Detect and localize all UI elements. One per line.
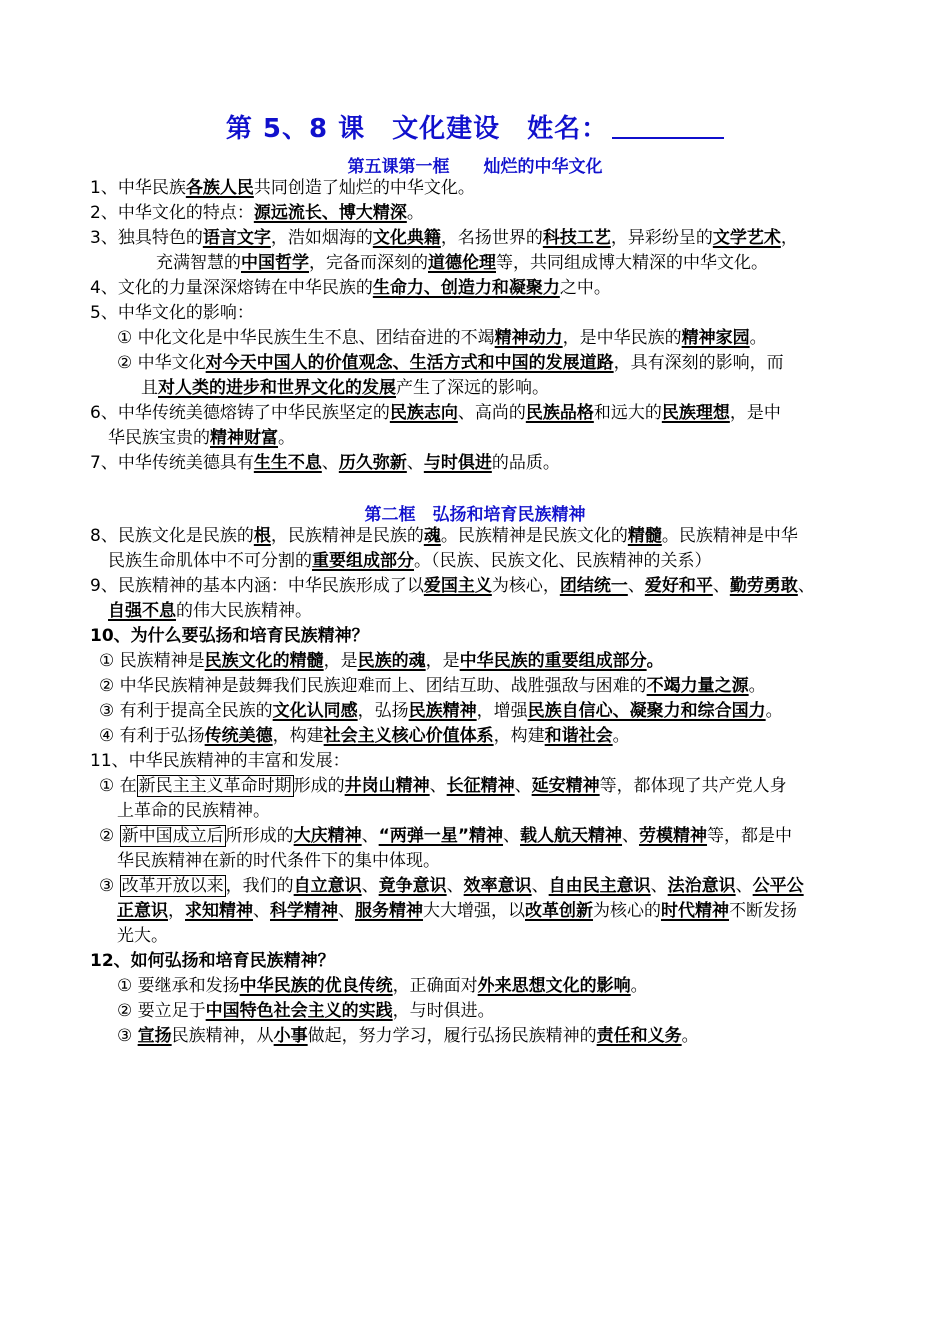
text-segment: 2、中华文化的特点： bbox=[90, 203, 254, 223]
text-segment: 华民族宝贵的 bbox=[108, 428, 210, 448]
key-term: 公平公 bbox=[752, 876, 804, 896]
text-segment: 、 bbox=[627, 576, 645, 596]
text-line bbox=[117, 924, 168, 948]
key-term: 精神动力 bbox=[494, 328, 563, 348]
text-segment: 12、如何弘扬和培育民族精神？ bbox=[90, 951, 335, 971]
key-term: 自强不息 bbox=[108, 601, 176, 621]
key-term: 历久弥新 bbox=[338, 453, 407, 473]
text-line bbox=[117, 799, 270, 823]
text-segment: 、 bbox=[514, 776, 532, 796]
key-term: 时代精神 bbox=[661, 901, 729, 921]
text-line bbox=[90, 226, 798, 250]
key-term: 中国哲学 bbox=[241, 253, 309, 273]
text-segment: 为核心的 bbox=[593, 901, 661, 921]
key-term: 效率意识 bbox=[463, 876, 532, 896]
text-segment: 。 bbox=[278, 428, 295, 448]
text-segment: 、 bbox=[361, 826, 379, 846]
text-segment: 、 bbox=[321, 453, 339, 473]
text-segment: 形成的 bbox=[293, 776, 345, 796]
text-segment: 3、独具特色的 bbox=[90, 228, 203, 248]
text-segment: 、 bbox=[446, 876, 464, 896]
text-segment: 。 bbox=[748, 676, 766, 696]
text-segment: 华民族精神在新的时代条件下的集中体现。 bbox=[117, 851, 440, 871]
text-segment: ，是 bbox=[425, 651, 460, 671]
key-term: 对今天中国人的价值观念、生活方式和中国的发展道路 bbox=[205, 353, 614, 373]
text-segment: 充满智慧的 bbox=[156, 253, 241, 273]
text-segment: 产生了深远的影响。 bbox=[396, 378, 549, 398]
text-segment: ，正确面对 bbox=[392, 976, 478, 996]
text-segment: 。 bbox=[646, 651, 664, 671]
key-term: 传统美德 bbox=[204, 726, 273, 746]
section-heading-1: 第五课第一框 灿烂的中华文化 bbox=[347, 157, 603, 177]
text-line bbox=[99, 649, 664, 673]
text-segment: ，异彩纷呈的 bbox=[610, 228, 713, 248]
text-line bbox=[117, 351, 784, 375]
key-term: 道德伦理 bbox=[428, 253, 496, 273]
text-segment: 、 bbox=[429, 776, 447, 796]
key-term: 自立意识 bbox=[293, 876, 362, 896]
text-segment: 等，都体现了共产党人身 bbox=[599, 776, 787, 796]
text-segment: ，构建 bbox=[493, 726, 545, 746]
text-line bbox=[117, 974, 648, 998]
key-term: 文学艺术 bbox=[712, 228, 781, 248]
key-term: 大庆精神 bbox=[293, 826, 362, 846]
text-segment: 、 bbox=[622, 826, 640, 846]
text-line bbox=[117, 999, 495, 1023]
key-term: 延安精神 bbox=[531, 776, 600, 796]
text-segment: ，民族精神是民族的 bbox=[270, 526, 424, 546]
text-segment: 等，共同组成博大精深的中华文化。 bbox=[496, 253, 768, 273]
text-segment: ② 要立足于 bbox=[117, 1001, 206, 1021]
text-segment: ① 民族精神是 bbox=[99, 651, 205, 671]
name-blank bbox=[612, 113, 724, 139]
key-term: 爱好和平 bbox=[644, 576, 713, 596]
text-line bbox=[99, 874, 804, 898]
text-segment: 之中。 bbox=[559, 278, 611, 298]
text-segment: 和远大的 bbox=[593, 403, 662, 423]
key-term: 精髓 bbox=[627, 526, 662, 546]
key-term: 民族志向 bbox=[389, 403, 458, 423]
key-term: 服务精神 bbox=[355, 901, 423, 921]
text-line bbox=[117, 326, 767, 350]
key-term: 语言文字 bbox=[202, 228, 271, 248]
text-segment: 、 bbox=[531, 876, 549, 896]
key-term: 求知精神 bbox=[185, 901, 253, 921]
key-term: 民族自信心、凝聚力和综合国力 bbox=[527, 701, 766, 721]
text-segment: 、 bbox=[797, 576, 815, 596]
text-segment: 11、中华民族精神的丰富和发展： bbox=[90, 751, 350, 771]
text-segment: ③ bbox=[117, 1026, 138, 1046]
text-line bbox=[90, 401, 781, 425]
key-term: 改革创新 bbox=[525, 901, 593, 921]
text-segment: 、 bbox=[406, 453, 424, 473]
key-term: 生命力、创造力和凝聚力 bbox=[372, 278, 560, 298]
boxed-term: 新中国成立后 bbox=[121, 826, 224, 846]
key-term: 社会主义核心价值体系 bbox=[323, 726, 494, 746]
text-line bbox=[90, 624, 369, 648]
text-line bbox=[156, 251, 768, 275]
text-line bbox=[99, 699, 783, 723]
text-segment: ④ 有利于弘扬 bbox=[99, 726, 205, 746]
boxed-term: 新民主主义革命时期 bbox=[138, 776, 292, 796]
text-segment: 。 bbox=[749, 328, 767, 348]
key-term: 民族的魂 bbox=[357, 651, 426, 671]
text-line bbox=[90, 451, 560, 475]
text-segment: 9、民族精神的基本内涵：中华民族形成了以 bbox=[90, 576, 424, 596]
text-segment: 且 bbox=[141, 378, 158, 398]
key-term: 民族文化的精髓 bbox=[204, 651, 324, 671]
text-segment: 等，都是中 bbox=[707, 826, 793, 846]
text-segment: 、 bbox=[338, 901, 355, 921]
text-segment: 6、中华传统美德熔铸了中华民族坚定的 bbox=[90, 403, 390, 423]
page-title bbox=[0, 108, 950, 145]
key-term: 中国特色社会主义的实践 bbox=[205, 1001, 393, 1021]
text-line bbox=[90, 749, 350, 773]
text-segment: ③ 有利于提高全民族的 bbox=[99, 701, 273, 721]
key-term: 小事 bbox=[273, 1026, 308, 1046]
text-segment: 。（民族、民族文化、民族精神的关系） bbox=[414, 551, 712, 571]
text-segment: 1、中华民族 bbox=[90, 178, 186, 198]
text-segment: 、 bbox=[361, 876, 379, 896]
text-segment: 、高尚的 bbox=[457, 403, 526, 423]
text-segment: ，我们的 bbox=[225, 876, 294, 896]
text-line bbox=[90, 949, 335, 973]
text-segment: 。 bbox=[612, 726, 630, 746]
key-term: 生生不息 bbox=[253, 453, 322, 473]
text-segment: 。民族精神是中华 bbox=[661, 526, 798, 546]
text-segment: 、 bbox=[735, 876, 753, 896]
text-segment: ① 中化文化是中华民族生生不息、团结奋进的不竭 bbox=[117, 328, 495, 348]
key-term: 与时俱进 bbox=[423, 453, 492, 473]
text-segment: ， bbox=[168, 901, 185, 921]
text-segment: 上革命的民族精神。 bbox=[117, 801, 270, 821]
key-term: 不竭力量之源 bbox=[646, 676, 749, 696]
text-segment: 。民族精神是民族文化的 bbox=[440, 526, 628, 546]
text-segment: ，具有深刻的影响，而 bbox=[613, 353, 784, 373]
text-segment: ② bbox=[99, 826, 120, 846]
key-term: 外来思想文化的影响 bbox=[477, 976, 631, 996]
key-term: 勤劳勇敢 bbox=[729, 576, 798, 596]
text-segment: 的伟大民族精神。 bbox=[176, 601, 312, 621]
text-line bbox=[90, 524, 798, 548]
text-line bbox=[117, 849, 440, 873]
text-segment: ，是 bbox=[323, 651, 358, 671]
key-term: 源远流长、博大精深 bbox=[253, 203, 407, 223]
key-term: 各族人民 bbox=[185, 178, 254, 198]
text-line bbox=[90, 176, 475, 200]
key-term: 宣扬 bbox=[137, 1026, 172, 1046]
key-term: 劳模精神 bbox=[639, 826, 708, 846]
section-heading-2: 第二框 弘扬和培育民族精神 bbox=[364, 505, 586, 525]
text-segment: ，弘扬 bbox=[357, 701, 409, 721]
key-term: 对人类的进步和世界文化的发展 bbox=[158, 378, 396, 398]
text-segment: 共同创造了灿烂的中华文化。 bbox=[253, 178, 475, 198]
text-segment: 所形成的 bbox=[225, 826, 294, 846]
text-line bbox=[99, 824, 792, 848]
text-segment: ，与时俱进。 bbox=[392, 1001, 495, 1021]
key-term: 文化认同感 bbox=[272, 701, 358, 721]
text-segment: 做起，努力学习，履行弘扬民族精神的 bbox=[307, 1026, 597, 1046]
text-segment: 。 bbox=[765, 701, 783, 721]
key-term: 载人航天精神 bbox=[520, 826, 623, 846]
text-segment: 7、中华传统美德具有 bbox=[90, 453, 254, 473]
text-segment: ，增强 bbox=[476, 701, 528, 721]
text-segment: 民族精神，从 bbox=[171, 1026, 274, 1046]
text-segment: ② 中华民族精神是鼓舞我们民族迎难而上、团结互助、战胜强敌与困难的 bbox=[99, 676, 647, 696]
key-term: 竟争意识 bbox=[378, 876, 447, 896]
text-segment: 。 bbox=[681, 1026, 699, 1046]
text-line bbox=[108, 549, 712, 573]
text-segment: 、 bbox=[253, 901, 270, 921]
key-term: 民族品格 bbox=[525, 403, 594, 423]
text-segment: 5、中华文化的影响： bbox=[90, 303, 254, 323]
key-term: 正意识 bbox=[117, 901, 168, 921]
text-segment: 。 bbox=[406, 203, 424, 223]
text-line bbox=[99, 674, 766, 698]
text-segment: ，是中 bbox=[729, 403, 781, 423]
key-term: 中华民族的重要组成部分 bbox=[459, 651, 647, 671]
text-segment: 、 bbox=[650, 876, 668, 896]
text-segment: 、 bbox=[712, 576, 730, 596]
text-segment: 。 bbox=[630, 976, 648, 996]
text-line bbox=[90, 276, 611, 300]
text-segment: ① 要继承和发扬 bbox=[117, 976, 240, 996]
key-term: 民族精神 bbox=[408, 701, 477, 721]
text-segment: ，是中华民族的 bbox=[562, 328, 682, 348]
text-segment: ② 中华文化 bbox=[117, 353, 206, 373]
key-term: 魂 bbox=[423, 526, 441, 546]
key-term: 精神财富 bbox=[210, 428, 278, 448]
key-term: “两弹一星”精神 bbox=[378, 826, 504, 846]
key-term: 根 bbox=[253, 526, 271, 546]
key-term: 科学精神 bbox=[270, 901, 338, 921]
text-line bbox=[90, 574, 815, 598]
key-term: 文化典籍 bbox=[372, 228, 441, 248]
text-segment: ，浩如烟海的 bbox=[270, 228, 373, 248]
text-segment: 民族生命肌体中不可分割的 bbox=[108, 551, 312, 571]
text-line bbox=[117, 1024, 699, 1048]
key-term: 中华民族的优良传统 bbox=[239, 976, 393, 996]
text-segment: ① 在 bbox=[99, 776, 137, 796]
text-segment: ，构建 bbox=[272, 726, 324, 746]
text-segment: ，完备而深刻的 bbox=[309, 253, 428, 273]
text-segment: ，名扬世界的 bbox=[440, 228, 543, 248]
title-text: 第 5、8 课 文化建设 姓名： bbox=[225, 114, 609, 144]
text-line bbox=[90, 201, 424, 225]
text-segment: 、 bbox=[503, 826, 521, 846]
key-term: 爱国主义 bbox=[423, 576, 492, 596]
text-line bbox=[141, 376, 549, 400]
text-segment: 大大增强，以 bbox=[423, 901, 525, 921]
text-segment: 10、为什么要弘扬和培育民族精神？ bbox=[90, 626, 369, 646]
text-segment: 不断发扬 bbox=[729, 901, 797, 921]
key-term: 长征精神 bbox=[446, 776, 515, 796]
key-term: 自由民主意识 bbox=[548, 876, 651, 896]
boxed-term: 改革开放以来 bbox=[121, 876, 224, 896]
key-term: 精神家园 bbox=[681, 328, 750, 348]
text-segment: 的品质。 bbox=[491, 453, 560, 473]
text-segment: 4、文化的力量深深熔铸在中华民族的 bbox=[90, 278, 373, 298]
key-term: 科技工艺 bbox=[542, 228, 611, 248]
text-line bbox=[108, 599, 312, 623]
key-term: 和谐社会 bbox=[544, 726, 613, 746]
key-term: 法治意识 bbox=[667, 876, 736, 896]
key-term: 重要组成部分 bbox=[312, 551, 414, 571]
text-segment: ③ bbox=[99, 876, 120, 896]
text-segment: 8、民族文化是民族的 bbox=[90, 526, 254, 546]
key-term: 团结统一 bbox=[559, 576, 628, 596]
text-line bbox=[99, 724, 630, 748]
key-term: 井岗山精神 bbox=[344, 776, 430, 796]
text-segment: ， bbox=[780, 228, 798, 248]
text-line bbox=[108, 426, 295, 450]
key-term: 责任和义务 bbox=[596, 1026, 682, 1046]
text-segment: 为核心， bbox=[491, 576, 560, 596]
text-line bbox=[117, 899, 797, 923]
key-term: 民族理想 bbox=[661, 403, 730, 423]
text-line bbox=[90, 301, 254, 325]
text-line bbox=[99, 774, 787, 798]
text-segment: 光大。 bbox=[117, 926, 168, 946]
